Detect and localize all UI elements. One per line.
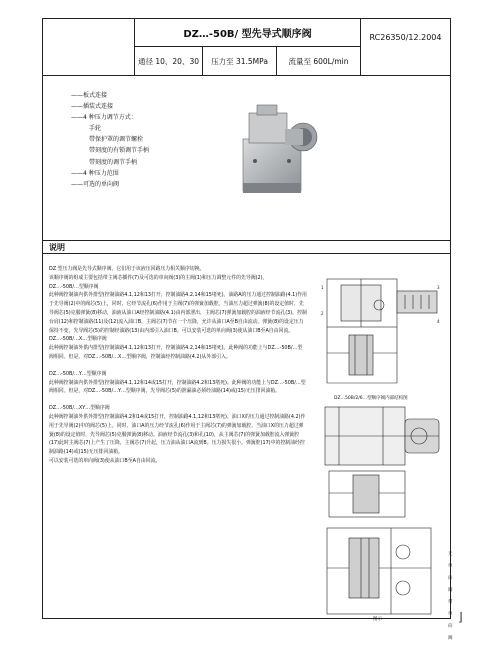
text-cursor-icon: ⌋	[458, 610, 463, 624]
cross-section-figure-bottom	[319, 522, 445, 622]
subheading: DZ…-50B/…X…型顺序阀	[49, 336, 107, 343]
feature-subitem: 带刻度的调节手柄	[89, 158, 138, 166]
feature-item: ——4 种压力范围	[71, 169, 119, 177]
paragraph: 此种阀控制油内供外排型(控制油路4.1,12和13打开，控制油路4.2,14和15堵死)。油路A的压力通过控制油路(4.1)作用于先导阀(2)中的阀芯(5)上，同时，它经节流孔(6)作用于主阀(7)的弹簧加载腔。当油压力超过弹簧(8)的设定值时，先导阀芯(5)克服弹簧(8)移动，油液从油口A经控制油路(4.1)由内部泄出，主阀芯(7)弹簧加载腔的油液经节流孔(3)，控制台肩(12)和控制油路(11)及(12)流入油口B，主阀芯(7)节在一个压降，允许从油口A至B自由流动。弹簧(8)的设定压力保持不变，先导阀芯(5)的控制经油路(13)由内部引入油口B。可以安装可选的单向阀(3)使从油口B至A自由回流。	[49, 292, 307, 334]
feature-item: ——可选的单向阀	[71, 180, 120, 188]
cross-section-figure-main	[319, 275, 445, 391]
figure-labels	[448, 549, 453, 645]
spec-pressure: 压力至 31.5MPa	[203, 47, 277, 75]
feature-subitem: 带刻度的有锁调节手柄	[89, 147, 150, 155]
paragraph: 可以安装可选的单向阀(3)使从油口B至A自由回流。	[49, 457, 161, 464]
spec-size: 通径 10、20、30	[135, 47, 203, 75]
logo-box	[43, 19, 135, 75]
paragraph: 此种阀控制油外供外排型(控制油路4.2和14或15打开，控制油路4.1,12和13堵死)。油口X的压力通过控制油路(4.2)作用于先导阀(2)中的阀芯(5)上，同时，油口A的压力经节流孔(6)作用于主阀芯(7)的弹簧加载腔。当油口X的压力超过弹簧(8)的设定值时，先导阀芯(5)克服弹簧(8)移动。油液经节流孔(3)和孔(10)，从主阀芯(7)的弹簧加载腔流入弹簧腔(17)此时主阀芯(7)上产生了压降，主阀芯(7)升起，压力油从油口A流到B。压力损失很小。弹簧腔(17)中的控制油经控制油路(14)或(15)无压排回油箱。	[49, 413, 306, 456]
svg-text:2: 2	[321, 311, 324, 316]
subheading: DZ…-50B/…XY…型顺序阀	[49, 405, 110, 412]
subheading: DZ…-50B/…Y…型顺序阀	[49, 370, 107, 377]
cross-section-figure-pilot	[319, 401, 445, 521]
feature-item: ——4 种压力调节方式：	[71, 114, 137, 122]
paragraph: DZ 型压力阀是先导式顺序阀，它们用于该液压回路压力相关顺序切换。	[49, 266, 205, 272]
spec-flow: 流量至 600L/min	[277, 47, 361, 75]
figure-caption-bottom: 图示	[373, 617, 382, 622]
feature-item: ——板式连接	[71, 92, 108, 99]
feature-item: ——插装式连接	[71, 103, 114, 111]
datasheet-page	[42, 18, 453, 641]
paragraph: 此种阀控制油内供外排型(控制油路4.1,12和14或15打开，控制油路4.2和13堵死)。此种阀的功能上与DZ…-50B/…型阀相同。但是，对DZ…-50B/…Y…型顺序阀，先导阀芯(5)的泄漏油必须经油路(14)或(15)无压排回油箱。	[49, 379, 306, 395]
feature-subitem: 带保护罩的调节螺栓	[89, 136, 144, 144]
header	[43, 19, 450, 75]
subheading: DZ…-50B/…型顺序阀	[49, 283, 99, 290]
spec-row	[135, 47, 361, 75]
feature-subitem: 手轮	[89, 125, 102, 133]
description-text	[49, 265, 307, 466]
page-title: DZ…-50B/ 型先导式顺序阀	[135, 19, 361, 47]
document-code: RC26350/12.2004	[369, 32, 442, 42]
label-no-check-valve: 无单向阀	[448, 552, 453, 593]
section-heading: 说明	[43, 240, 450, 254]
label-with-check-valve: 带单向阀	[448, 600, 453, 641]
svg-text:4: 4	[437, 319, 440, 324]
header-divider	[43, 75, 450, 76]
paragraph: 此种阀控制油外供内排型(控制油路4.1,12和13打开，控制油路4.2,14和15堵死)。此种阀的功能上与DZ…-50B/…型阀相同。但是，对DZ…-50B/…X…型顺序阀，控制油经控制油路(4.2)从外部引入。	[49, 345, 303, 360]
paragraph: 该顺序阀的组成主要包括带主阀芯插件(7)及可选的单向阀(3)的主阀(1)和压力调整元件的先导阀(2)。	[49, 274, 268, 281]
svg-text:3: 3	[437, 285, 440, 290]
valve-photo	[235, 101, 320, 199]
feature-list	[71, 90, 221, 190]
svg-text:1: 1	[321, 285, 324, 290]
figure-caption: DZ…50B/2/6…型顺序阀内部结构图	[334, 396, 408, 401]
